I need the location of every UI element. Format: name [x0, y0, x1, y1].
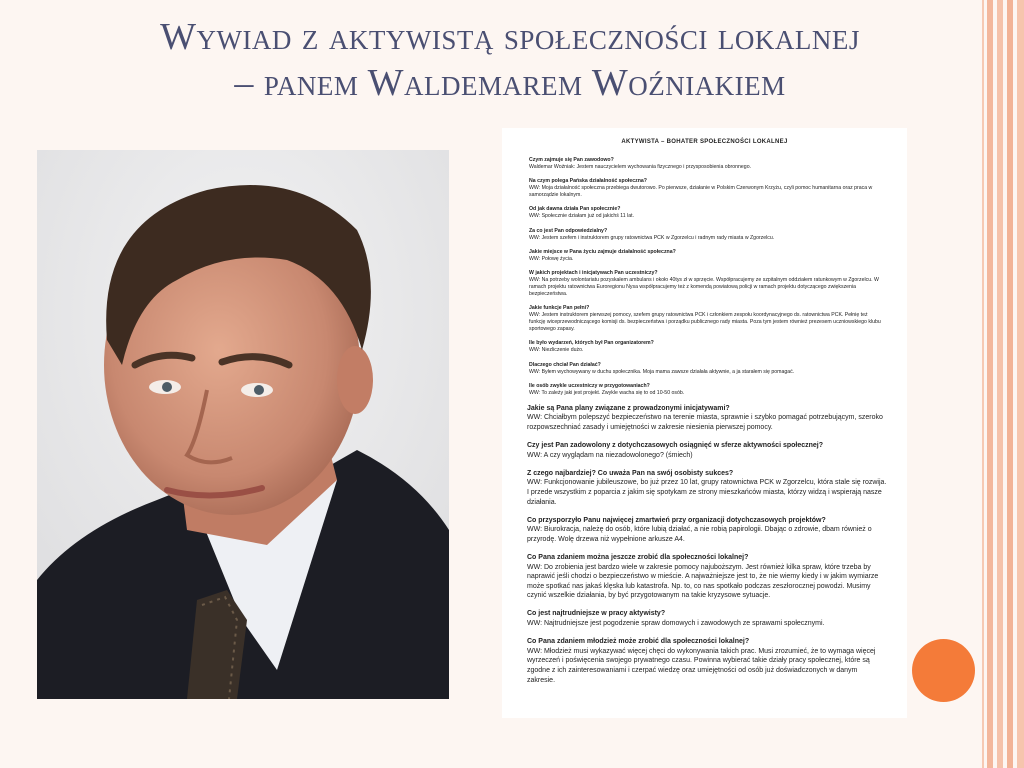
answer: WW: Funkcjonowanie jubileuszowe, bo już przez 10 lat, grupy ratownictwa PCK w Zgorzelcu, która stale się rozwija. I przede wszystkim z poparcia z jakim się spotykam ze strony mieszkańców miasta, którzy widzą i wspierają nasze działania.	[527, 479, 887, 506]
question: Na czym polega Pańska działalność społeczna?	[529, 178, 647, 185]
qa-item	[529, 270, 881, 298]
answer: Waldemar Woźniak: Jestem nauczycielem wychowania fizycznego i przysposobienia obronnego.	[529, 164, 752, 170]
slide-title-line1: Wywiad z aktywistą społeczności lokalnej	[160, 16, 860, 58]
question: Co Pana zdaniem można jeszcze zrobić dla społeczności lokalnej?	[527, 554, 749, 561]
answer: WW: To zależy jaki jest projekt. Zwykle wacha się to od 10-50 osób.	[529, 389, 685, 396]
question: Co przysporzyło Panu najwięcej zmartwień przy organizacji dotychczasowych projektów?	[527, 516, 826, 524]
slide-title-line2: – panem Waldemarem Woźniakiem	[234, 62, 786, 104]
document-title: AKTYWISTA – BOHATER SPOŁECZNOŚCI LOKALNEJ	[621, 139, 788, 145]
question: Czy jest Pan zadowolony z dotychczasowych osiągnięć w sferze aktywności społecznej?	[527, 442, 824, 450]
qa-item	[527, 404, 887, 433]
answer: WW: Młodzież musi wykazywać więcej chęci do wykonywania takich prac. Musi zrozumieć, że to wymaga więcej wyrzeczeń i poświęcenia swojego prywatnego czasu. Powinna wybierać takie działy pracy społecznej, które są zgodne z ich zainteresowaniami i czerpać wiedzę oraz umiejętności od osób już doświadczonych w danym zakresie.	[527, 647, 876, 684]
answer: WW: Jestem instruktorem pierwszej pomocy, szefem grupy ratownictwa PCK i członkiem zespołu koordynacyjnego ds. ratownictwa PCK. Pełnię też funkcję wiceprzewodniczącego komisji ds. bezpieczeństwa i porządku publicznego rady miasta. Poza tym jestem również prezesem uczniowskiego klubu sportowego zapasy.	[529, 312, 881, 333]
qa-item	[529, 362, 881, 376]
question: Za co jest Pan odpowiedzialny?	[529, 227, 608, 234]
answer: WW: Połowę życia.	[529, 255, 574, 262]
portrait-photo	[37, 150, 449, 699]
slide-title	[60, 14, 960, 106]
portrait-photo-icon	[37, 150, 449, 699]
answer: WW: Na potrzeby wolontariatu pozyskałem ambulans i około 40tys zł w sprzęcie. Współpracujemy ze szpitalnym oddziałem ratunkowym w Zgorzelcu. W ramach projektu ratownictwa Euroregionu Nysa współpracujemy też z komendą powiatową policji w ramach projektu dotyczącego zwiększenia bezpieczeństwa.	[529, 276, 879, 297]
qa-item	[529, 305, 881, 333]
answer: WW: A czy wyglądam na niezadowolonego? (śmiech)	[527, 451, 693, 459]
answer: WW: Społecznie działam już od jakichś 11 lat.	[529, 213, 635, 220]
qa-item	[529, 249, 881, 263]
question: Co jest najtrudniejsze w pracy aktywisty?	[527, 610, 666, 618]
question: Ile było wydarzeń, których był Pan organizatorem?	[529, 340, 654, 347]
qa-item	[529, 340, 881, 354]
qa-item	[529, 228, 881, 242]
qa-item	[529, 206, 881, 220]
decorative-orange-circle	[912, 639, 975, 702]
question: Co Pana zdaniem młodzież może zrobić dla społeczności lokalnej?	[527, 638, 750, 646]
qa-item	[527, 609, 887, 628]
qa-item	[529, 157, 881, 171]
question: Z czego najbardziej? Co uważa Pan na swój osobisty sukces?	[527, 469, 734, 477]
interview-document	[502, 128, 907, 718]
question: Jakie są Pana plany związane z prowadzonymi inicjatywami?	[527, 404, 730, 412]
question: Jakie miejsce w Pana życiu zajmuje działalność społeczna?	[529, 248, 676, 255]
question: Czym zajmuje się Pan zawodowo?	[529, 157, 614, 163]
qa-item	[527, 637, 887, 685]
answer: WW: Do zrobienia jest bardzo wiele w zakresie pomocy najuboższym. Jest również kilka spraw, które trzeba by naprawić jeśli chodzi o bezpieczeństwo w mieście. A najważniejsze jest to, że nie wiemy kiedy i w jakim wymiarze może spotkać nas jakaś klęska lub katastrofa. Np. to, co nas spotkało podczas zeszłorocznej powodzi. Musimy czynić wszelkie działania, by być przygotowanym na takie kryzysowe sytuacje.	[527, 563, 879, 600]
answer: WW: Jestem szefem i instruktorem grupy ratownictwa PCK w Zgorzelcu i radnym rady miasta w Zgorzelcu.	[529, 234, 775, 241]
decorative-side-stripes	[978, 0, 1024, 768]
answer: WW: Niezliczenie dużo.	[529, 347, 584, 354]
qa-item	[527, 553, 887, 601]
answer: WW: Najtrudniejsze jest pogodzenie spraw domowych i zawodowych ze sprawami społecznymi.	[527, 620, 825, 628]
question: W jakich projektach i inicjatywach Pan uczestniczy?	[529, 269, 658, 276]
answer: WW: Moja działalność społeczna przebiega dwutorowo. Po pierwsze, działanie w Polskim Czerwonym Krzyżu, czyli pomoc humanitarna oraz praca w samorządzie lokalnym.	[529, 185, 873, 199]
qa-item	[527, 469, 887, 507]
question: Ile osób zwykle uczestniczy w przygotowaniach?	[529, 382, 650, 389]
answer: WW: Byłem wychowywany w duchu społecznika. Moja mama zawsze działała aktywnie, a ja starałem się pomagać.	[529, 368, 795, 375]
question: Od jak dawna działa Pan społecznie?	[529, 206, 621, 213]
question: Dlaczego chciał Pan działać?	[529, 361, 601, 368]
qa-item	[529, 383, 881, 397]
question: Jakie funkcje Pan pełni?	[529, 305, 590, 312]
qa-item	[527, 516, 887, 545]
answer: WW: Chciałbym polepszyć bezpieczeństwo na terenie miasta, sprawnie i szybko pomagać potrzebującym, szeroko rozpowszechniać zasady i umiejętności w zakresie niesienia pierwszej pomocy.	[527, 414, 883, 432]
qa-item	[527, 441, 887, 460]
qa-item	[529, 178, 881, 199]
answer: WW: Biurokracja, należę do osób, które lubią działać, a nie robią papirologii. Dbając o zdrowie, dbam również o przyrodę. Wolę drzewa niż wypełnione arkusze A4.	[527, 526, 872, 543]
